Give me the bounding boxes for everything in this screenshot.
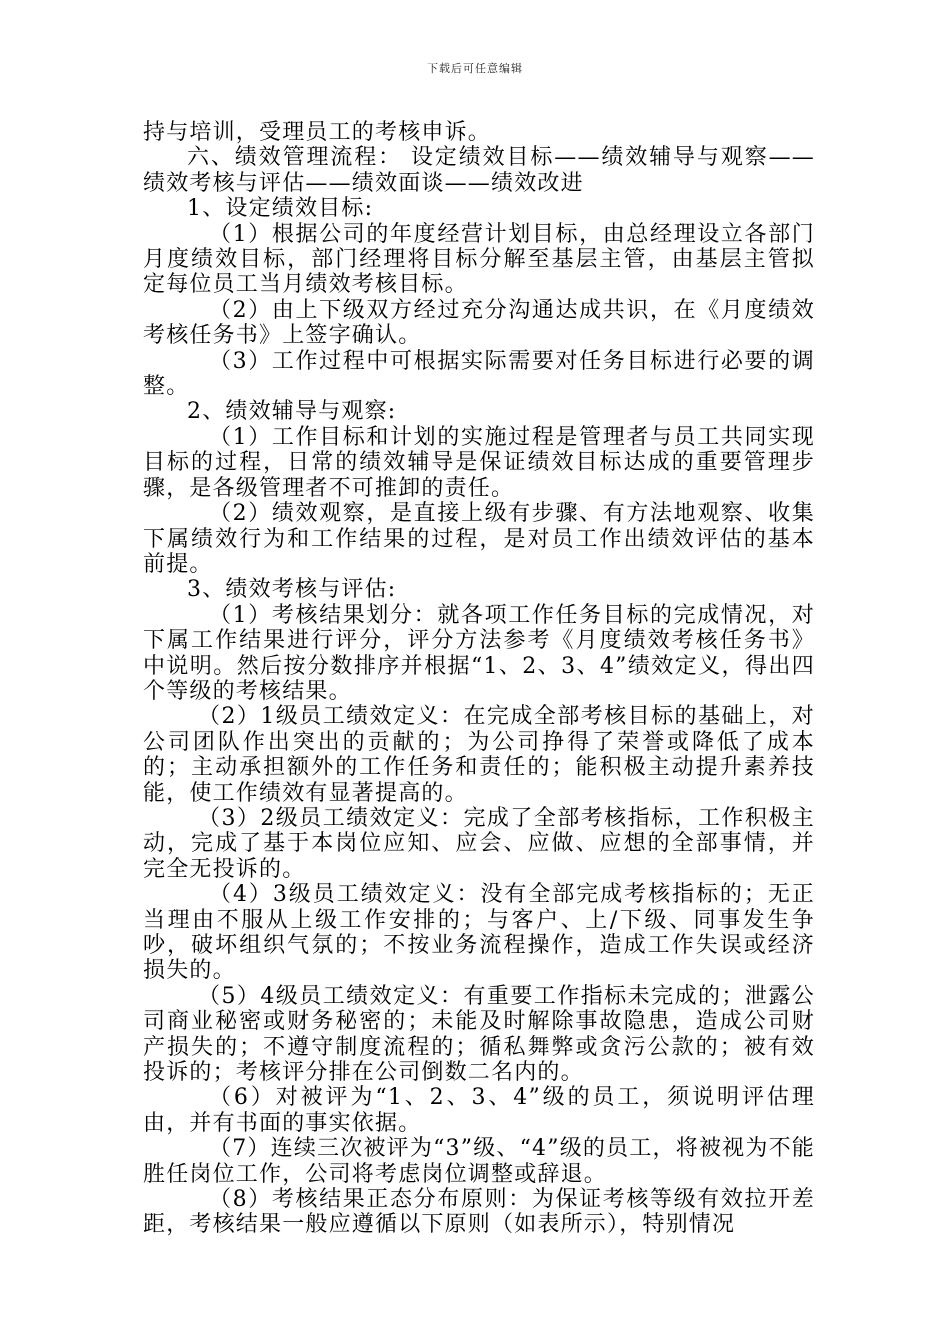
paragraph-coaching-2: （2）绩效观察，是直接上级有步骤、有方法地观察、收集下属绩效行为和工作结果的过程，是对员工作出绩效评估的基本前提。 bbox=[143, 501, 815, 577]
paragraph-coaching-1: （1）工作目标和计划的实施过程是管理者与员工共同实现目标的过程，日常的绩效辅导是保证绩效目标达成的重要管理步骤，是各级管理者不可推卸的责任。 bbox=[143, 424, 815, 501]
paragraph-eval-5: （5）4级员工绩效定义：有重要工作指标未完成的；泄露公司商业秘密或财务秘密的；未能及时解除事故隐患，造成公司财产损失的；不遵守制度流程的；循私舞弊或贪污公款的；被有效投诉的；考核评分排在公司倒数二名内的。 bbox=[143, 983, 815, 1086]
paragraph-goals-1: （1）根据公司的年度经营计划目标，由总经理设立各部门月度绩效目标，部门经理将目标分解至基层主管，由基层主管拟定每位员工当月绩效考核目标。 bbox=[143, 221, 815, 298]
page-header: 下载后可任意编辑 bbox=[427, 62, 523, 75]
paragraph-eval-1: （1）考核结果划分：就各项工作任务目标的完成情况，对下属工作结果进行评分，评分方法参考《月度绩效考核任务书》中说明。然后按分数排序并根据“1、2、3、4”绩效定义，得出四个等级的考核结果。 bbox=[143, 602, 815, 704]
paragraph-eval-8: （8）考核结果正态分布原则：为保证考核等级有效拉开差距，考核结果一般应遵循以下原则（如表所示），特别情况 bbox=[143, 1187, 815, 1238]
paragraph-training: 持与培训，受理员工的考核申诉。 bbox=[143, 120, 492, 145]
subsection-heading-coaching: 2、绩效辅导与观察: bbox=[187, 399, 397, 425]
section-heading-process: 六、绩效管理流程： 设定绩效目标——绩效辅导与观察——绩效考核与评估——绩效面谈——绩效改进 bbox=[143, 145, 815, 196]
paragraph-eval-6: （6）对被评为“1、2、3、4”级的员工，须说明评估理由，并有书面的事实依据。 bbox=[143, 1085, 815, 1136]
subsection-heading-set-goals: 1、设定绩效目标: bbox=[187, 196, 374, 222]
paragraph-eval-4: （4）3级员工绩效定义：没有全部完成考核指标的；无正当理由不服从上级工作安排的；与客户、上/下级、同事发生争吵，破坏组织气氛的；不按业务流程操作，造成工作失误或经济损失的。 bbox=[143, 882, 815, 984]
paragraph-eval-7: （7）连续三次被评为“3”级、“4”级的员工，将被视为不能胜任岗位工作，公司将考虑岗位调整或辞退。 bbox=[143, 1136, 815, 1187]
paragraph-goals-2: （2）由上下级双方经过充分沟通达成共识，在《月度绩效考核任务书》上签字确认。 bbox=[143, 297, 815, 349]
paragraph-goals-3: （3）工作过程中可根据实际需要对任务目标进行必要的调整。 bbox=[143, 348, 815, 400]
subsection-heading-evaluation: 3、绩效考核与评估: bbox=[187, 577, 397, 603]
document-body bbox=[143, 120, 815, 1238]
paragraph-eval-2: （2）1级员工绩效定义：在完成全部考核目标的基础上，对公司团队作出突出的贡献的；为公司挣得了荣誉或降低了成本的；主动承担额外的工作任务和责任的；能积极主动提升素养技能，使工作绩效有显著提高的。 bbox=[143, 704, 815, 806]
paragraph-eval-3: （3）2级员工绩效定义：完成了全部考核指标，工作积极主动，完成了基于本岗位应知、应会、应做、应想的全部事情，并完全无投诉的。 bbox=[143, 805, 815, 882]
